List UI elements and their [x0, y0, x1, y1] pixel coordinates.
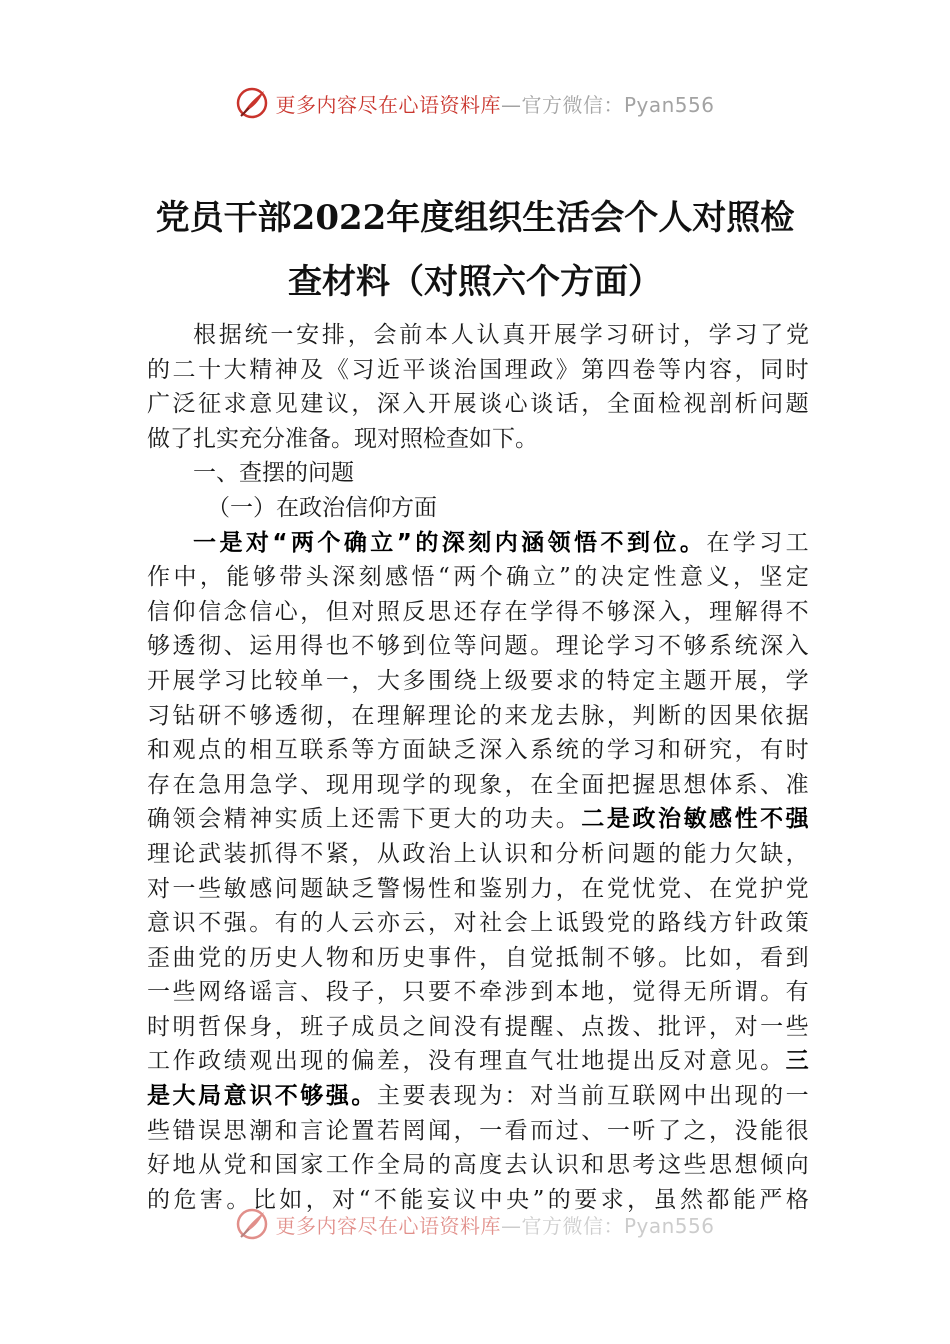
paragraph-line: 些 错 误 思 潮 和 言 论 置 若 罔 闻 ， 一 看 而 过 、 一 听 了 之 ， 没 能 很: [147, 1117, 809, 1144]
quill-logo-icon: [235, 1207, 269, 1241]
intro-line: 做了扎实充分准备。现对照检查如下。: [147, 425, 538, 452]
section-heading: 一、查摆的问题: [193, 460, 354, 487]
quill-logo-icon: [235, 86, 269, 120]
paragraph-line: 和 观 点 的 相 互 联 系 等 方 面 缺 乏 深 入 系 统 的 学 习 和 研 究 ， 有 时: [147, 737, 809, 764]
paragraph-line: 确 领 会 精 神 实 质 上 还 需 下 更 大 的 功 夫 。 二 是 政 治 敏 感 性 不 强: [147, 806, 809, 833]
paragraph-line: 好 地 从 党 和 国 家 工 作 全 局 的 高 度 去 认 识 和 思 考 这 些 思 想 倾 向: [147, 1152, 809, 1179]
paragraph-line: 信 仰 信 念 信 心 ， 但 对 照 反 思 还 存 在 学 得 不 够 深 入 ， 理 解 得 不: [147, 598, 809, 625]
subsection-heading: （一）在政治信仰方面: [207, 494, 437, 521]
paragraph-line: 时 明 哲 保 身 ， 班 子 成 员 之 间 没 有 提 醒 、 点 拨 、 批 评 ， 对 一 些: [147, 1013, 809, 1040]
paragraph-line: 存 在 急 用 急 学 、 现 用 现 学 的 现 象 ， 在 全 面 把 握 思 想 体 系 、 准: [147, 771, 809, 798]
document-title-line-2: 查材料（对照六个方面）: [288, 262, 662, 302]
paragraph-line: 歪 曲 党 的 历 史 人 物 和 历 史 事 件 ， 自 觉 抵 制 不 够 。 比 如 ， 看 到: [147, 944, 809, 971]
footer-watermark: [0, 1202, 950, 1246]
header-watermark-text: 更多内容尽在心语资料库—官方微信：Pyan556: [275, 92, 715, 117]
paragraph-line: 的 危 害 。 比 如 ， 对 “ 不 能 妄 议 中 央 ” 的 要 求 ， 虽 然 都 能 严 格: [147, 1186, 809, 1213]
document-title-line-1: 党员干部2022年度组织生活会个人对照检: [155, 198, 795, 238]
intro-line: 根 据 统 一 安 排 ， 会 前 本 人 认 真 开 展 学 习 研 讨 ， 学 习 了 党: [193, 322, 809, 348]
intro-line: 广 泛 征 求 意 见 建 议 ， 深 入 开 展 谈 心 谈 话 ， 全 面 检 视 剖 析 问 题: [147, 391, 809, 418]
document-body: [147, 318, 809, 1217]
paragraph-line: 意 识 不 强 。 有 的 人 云 亦 云 ， 对 社 会 上 诋 毁 党 的 路 线 方 针 政 策: [147, 910, 809, 937]
paragraph-line: 作 中 ， 能 够 带 头 深 刻 感 悟 “ 两 个 确 立 ” 的 决 定 性 意 义 ， 坚 定: [147, 564, 809, 591]
paragraph-line: 理 论 武 装 抓 得 不 紧 ， 从 政 治 上 认 识 和 分 析 问 题 的 能 力 欠 缺 ，: [147, 840, 809, 867]
paragraph-line: 对 一 些 敏 感 问 题 缺 乏 警 惕 性 和 鉴 别 力 ， 在 党 忧 党 、 在 党 护 党: [147, 875, 809, 902]
paragraph-line: 是 大 局 意 识 不 够 强 。 主 要 表 现 为 ： 对 当 前 互 联 网 中 出 现 的 一: [147, 1083, 809, 1110]
paragraph-line: 习 钻 研 不 够 透 彻 ， 在 理 解 理 论 的 来 龙 去 脉 ， 判 断 的 因 果 依 据: [147, 702, 809, 729]
paragraph-line: 一 些 网 络 谣 言 、 段 子 ， 只 要 不 牵 涉 到 本 地 ， 觉 得 无 所 谓 。 有: [147, 979, 809, 1006]
intro-line: 的 二 十 大 精 神 及 《 习 近 平 谈 治 国 理 政 》 第 四 卷 等 内 容 ， 同 时: [147, 356, 809, 383]
paragraph-line: 开 展 学 习 比 较 单 一 ， 大 多 围 绕 上 级 要 求 的 特 定 主 题 开 展 ， 学: [147, 667, 809, 694]
paragraph-line: 一 是 对 “ 两 个 确 立 ” 的 深 刻 内 涵 领 悟 不 到 位 。 在 学 习 工: [193, 529, 809, 556]
paragraph-line: 够 透 彻 、 运 用 得 也 不 够 到 位 等 问 题 。 理 论 学 习 不 够 系 统 深 入: [147, 633, 809, 660]
footer-watermark-text: 更多内容尽在心语资料库—官方微信：Pyan556: [275, 1213, 715, 1238]
paragraph-line: 工 作 政 绩 观 出 现 的 偏 差 ， 没 有 理 直 气 壮 地 提 出 反 对 意 见 。 三: [147, 1048, 809, 1075]
header-watermark: [0, 78, 950, 128]
